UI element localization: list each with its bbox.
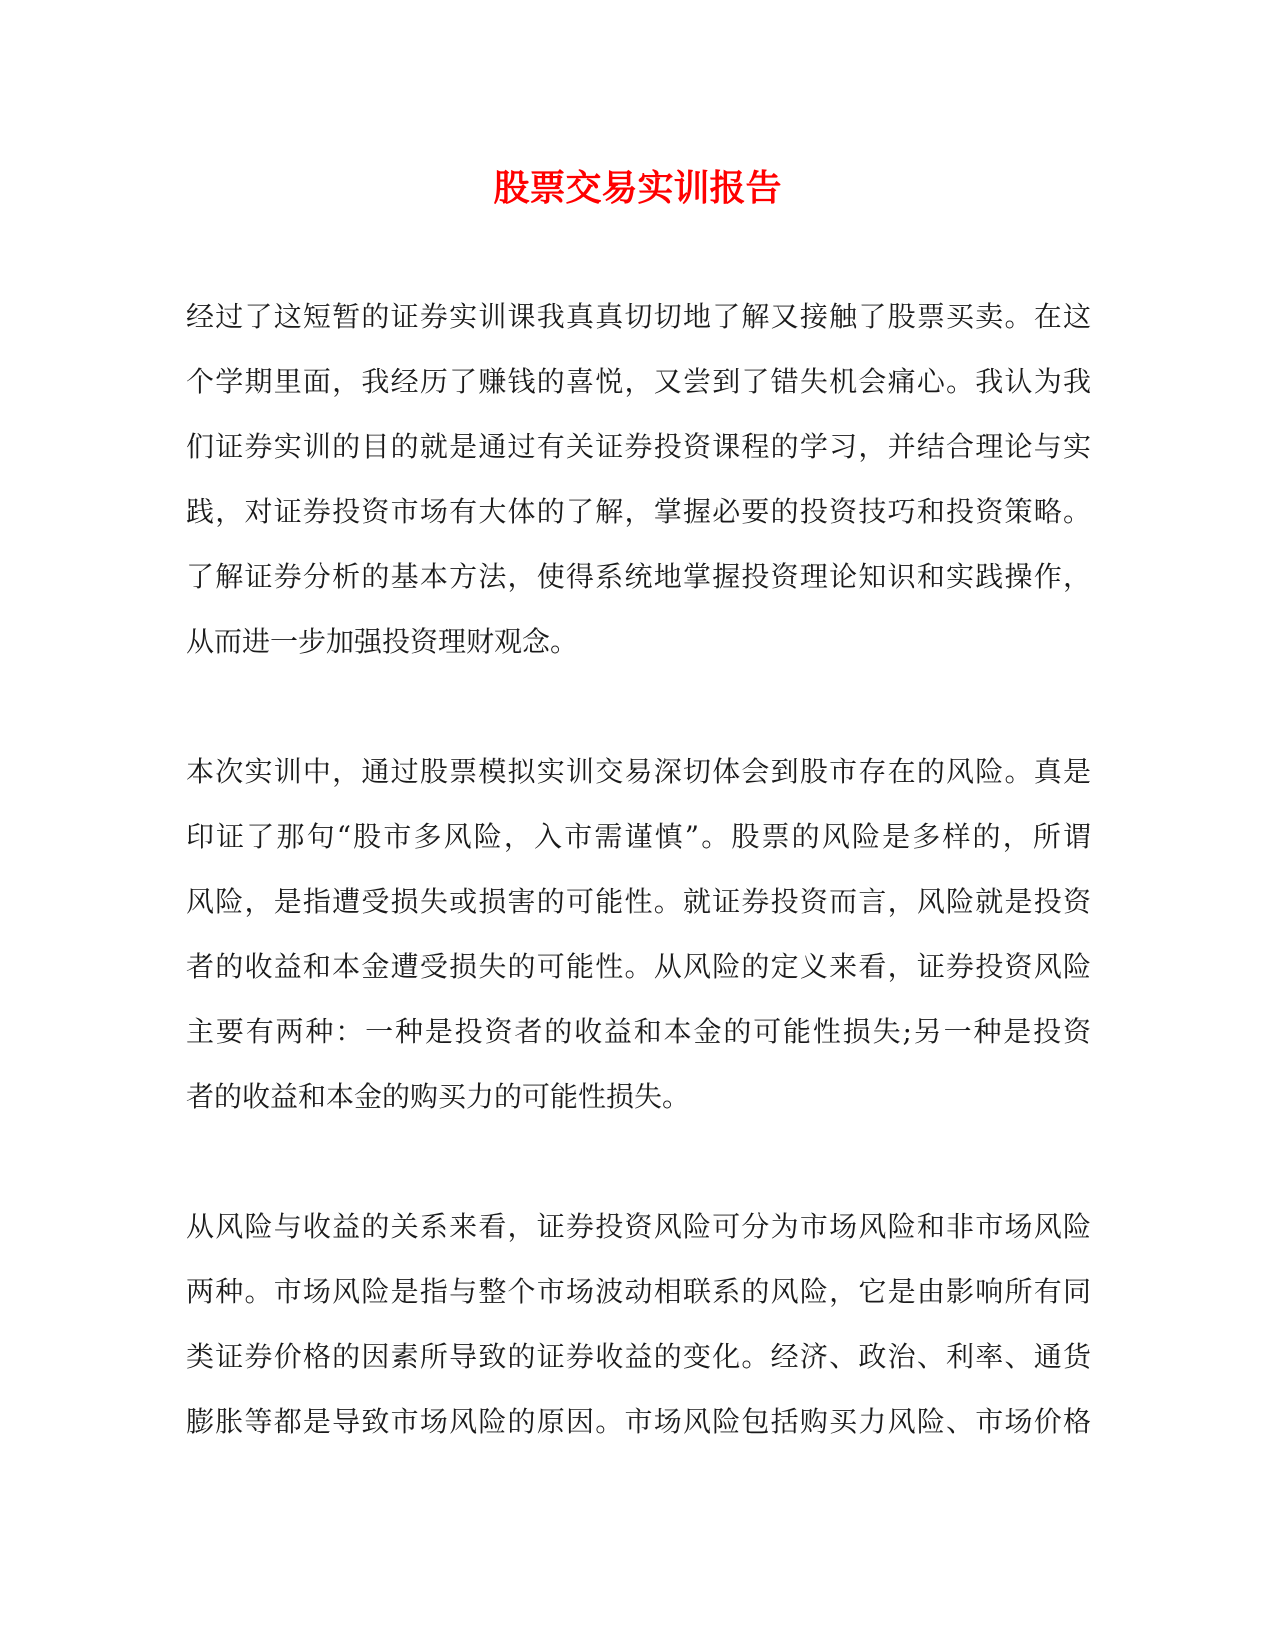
paragraph-line: 个学期里面，我经历了赚钱的喜悦，又尝到了错失机会痛心。我认为我 bbox=[186, 365, 1091, 398]
paragraph-3 bbox=[186, 1194, 1091, 1454]
document-body bbox=[186, 284, 1091, 1519]
paragraph-line: 印证了那句“股市多风险，入市需谨慎”。股票的风险是多样的，所谓 bbox=[186, 820, 1091, 853]
paragraph-line: 们证券实训的目的就是通过有关证券投资课程的学习，并结合理论与实 bbox=[186, 430, 1091, 463]
paragraph-line: 从而进一步加强投资理财观念。 bbox=[186, 625, 579, 658]
paragraph-line: 者的收益和本金的购买力的可能性损失。 bbox=[186, 1080, 691, 1113]
paragraph-line: 经过了这短暂的证券实训课我真真切切地了解又接触了股票买卖。在这 bbox=[186, 300, 1091, 333]
paragraph-line: 从风险与收益的关系来看，证券投资风险可分为市场风险和非市场风险 bbox=[186, 1210, 1091, 1243]
paragraph-line: 者的收益和本金遭受损失的可能性。从风险的定义来看，证券投资风险 bbox=[186, 950, 1091, 983]
paragraph-line: 践，对证券投资市场有大体的了解，掌握必要的投资技巧和投资策略。 bbox=[186, 495, 1091, 528]
paragraph-1 bbox=[186, 284, 1091, 674]
paragraph-line: 类证券价格的因素所导致的证券收益的变化。经济、政治、利率、通货 bbox=[186, 1340, 1091, 1373]
paragraph-line: 了解证券分析的基本方法，使得系统地掌握投资理论知识和实践操作， bbox=[186, 560, 1091, 593]
paragraph-line: 两种。市场风险是指与整个市场波动相联系的风险，它是由影响所有同 bbox=[186, 1275, 1091, 1308]
paragraph-line: 膨胀等都是导致市场风险的原因。市场风险包括购买力风险、市场价格 bbox=[186, 1405, 1091, 1438]
document-title: 股票交易实训报告 bbox=[493, 167, 782, 209]
paragraph-line: 风险，是指遭受损失或损害的可能性。就证券投资而言，风险就是投资 bbox=[186, 885, 1091, 918]
paragraph-2 bbox=[186, 739, 1091, 1129]
paragraph-line: 本次实训中，通过股票模拟实训交易深切体会到股市存在的风险。真是 bbox=[186, 755, 1091, 788]
paragraph-line: 主要有两种：一种是投资者的收益和本金的可能性损失;另一种是投资 bbox=[186, 1015, 1091, 1048]
